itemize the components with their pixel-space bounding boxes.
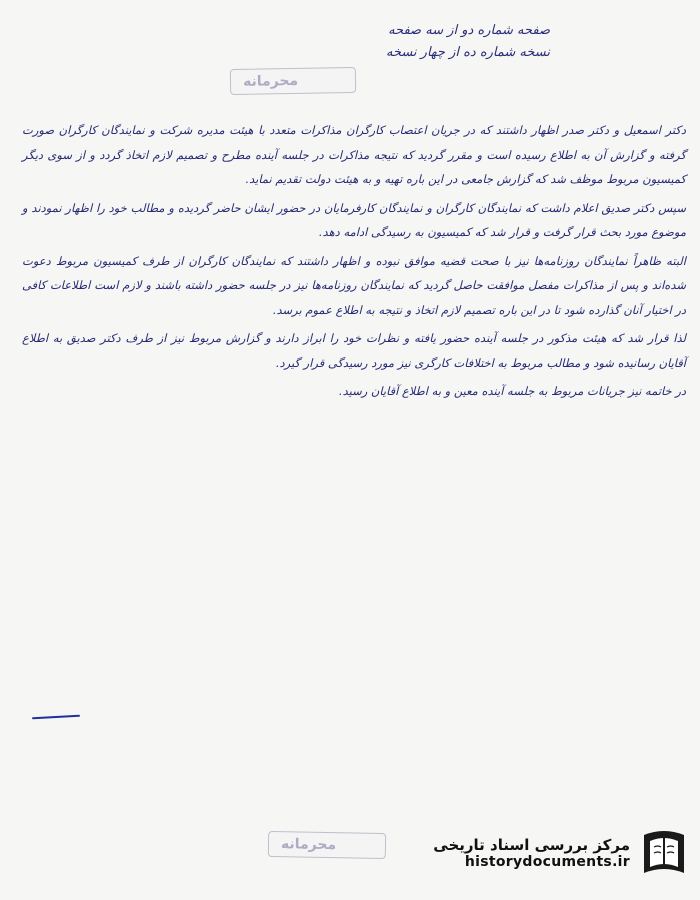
paragraph-3: البته ظاهراً نمایندگان روزنامه‌ها نیز با صحت قضیه موافق نبوده و اظهار داشتند که نمایندگان کارگران از طرف کمیسیون مربوط دعوت شده‌اند و پس از مذاکرات مفصل موافقت حاصل گردید که نمایندگان روزنامه‌ها نیز در جلسه حضور داشته باشند و لازم است اطلاعات کافی در اختیار آنان گذارده شود تا در این باره تصمیم لازم اتخاذ و نتیجه به اطلاع عموم برسد. [22,253,686,317]
archive-watermark [433,818,690,888]
confidential-stamp-top: محرمانه [230,67,356,95]
paragraph-1: دکتر اسمعیل و دکتر صدر اظهار داشتند که در جریان اعتصاب کارگران مذاکرات متعدد با هیئت مدیره شرکت و نمایندگان کارگران صورت گرفته و گزارش آن به اطلاع رسیده است و مقرر گردید که نتیجه مذاکرات در جلسه آینده مطرح و تصمیم لازم اتخاذ گردد و از سوی دیگر کمیسیون مربوط موظف شد که گزارش جامعی در این باره تهیه و به هیئت دولت تقدیم نماید. [22,123,686,186]
watermark-name: مرکز بررسی اسناد تاریخی [433,836,630,854]
page-header [220,20,550,64]
paragraph-2: سپس دکتر صدیق اعلام داشت که نمایندگان کارگران و نمایندگان کارفرمایان در حضور ایشان حاضر گردیده و مطالب خود را اظهار نمودند و موضوع مورد بحث قرار گرفت و قرار شد که کمیسیون به رسیدگی ادامه دهد. [22,200,686,239]
copy-number-line: نسخه شماره ده از چهار نسخه [385,45,550,60]
watermark-url: historydocuments.ir [464,854,630,870]
document-body [22,118,686,408]
page-number-line: صفحه شماره دو از سه صفحه [388,23,550,38]
margin-pen-mark [32,715,80,720]
book-logo-icon [638,825,690,881]
confidential-stamp-bottom: محرمانه [268,831,386,859]
watermark-text [433,836,630,870]
paragraph-5: در خاتمه نیز جریانات مربوط به جلسه آینده معین و به اطلاع آقایان رسید. [338,384,686,398]
paragraph-4: لذا قرار شد که هیئت مذکور در جلسه آینده حضور یافته و نظرات خود را ابراز دارند و گزارش مربوط نیز از طرف دکتر صدیق به اطلاع آقایان رسانیده شود و مطالب مربوط به اختلافات کارگری نیز مورد رسیدگی قرار گیرد. [22,331,686,370]
